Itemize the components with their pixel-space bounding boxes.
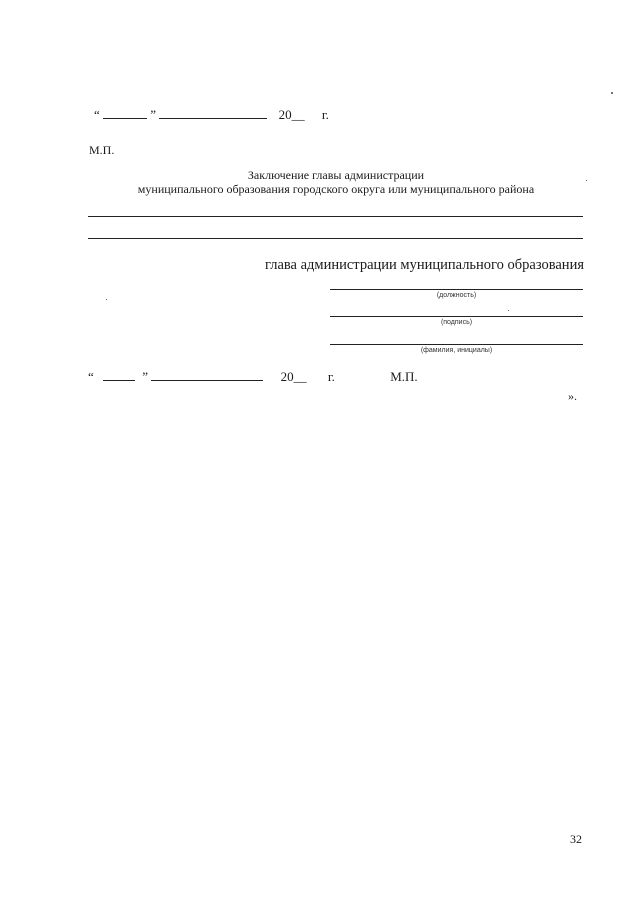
scan-speck <box>106 299 107 300</box>
close-quote-2: ” <box>142 369 149 384</box>
scan-speck <box>586 180 587 181</box>
stamp-mark-2: М.П. <box>390 369 418 384</box>
position-caption: (должность) <box>436 292 477 299</box>
stamp-mark-1: М.П. <box>89 143 115 157</box>
year-prefix-2: 20__ <box>280 369 307 384</box>
date-line-1 <box>94 107 329 123</box>
year-prefix: 20__ <box>278 107 305 122</box>
scan-speck <box>508 310 509 311</box>
closing-mark: ». <box>568 389 577 403</box>
conclusion-title-line1: Заключение главы администрации <box>247 168 425 182</box>
page-number: 32 <box>570 832 582 846</box>
position-title: глава администрации муниципального образования <box>265 257 584 273</box>
year-suffix-2: г. <box>327 369 335 384</box>
conclusion-blank-line-1[interactable] <box>88 216 583 217</box>
year-suffix: г. <box>321 107 329 122</box>
month-blank[interactable] <box>159 107 267 119</box>
position-line[interactable] <box>330 289 583 290</box>
scan-speck <box>611 92 613 94</box>
conclusion-blank-line-2[interactable] <box>88 238 583 239</box>
name-caption: (фамилия, инициалы) <box>420 347 493 354</box>
day-blank[interactable] <box>103 107 147 119</box>
day-blank-2[interactable] <box>103 369 135 381</box>
month-blank-2[interactable] <box>151 369 263 381</box>
signature-line[interactable] <box>330 316 583 317</box>
close-quote: ” <box>150 107 157 122</box>
date-line-2 <box>88 369 418 385</box>
conclusion-title-line2: муниципального образования городского округа или муниципального района <box>137 182 535 196</box>
open-quote: “ <box>94 107 100 122</box>
name-line[interactable] <box>330 344 583 345</box>
open-quote-2: “ <box>88 369 94 384</box>
signature-caption: (подпись) <box>440 319 473 326</box>
